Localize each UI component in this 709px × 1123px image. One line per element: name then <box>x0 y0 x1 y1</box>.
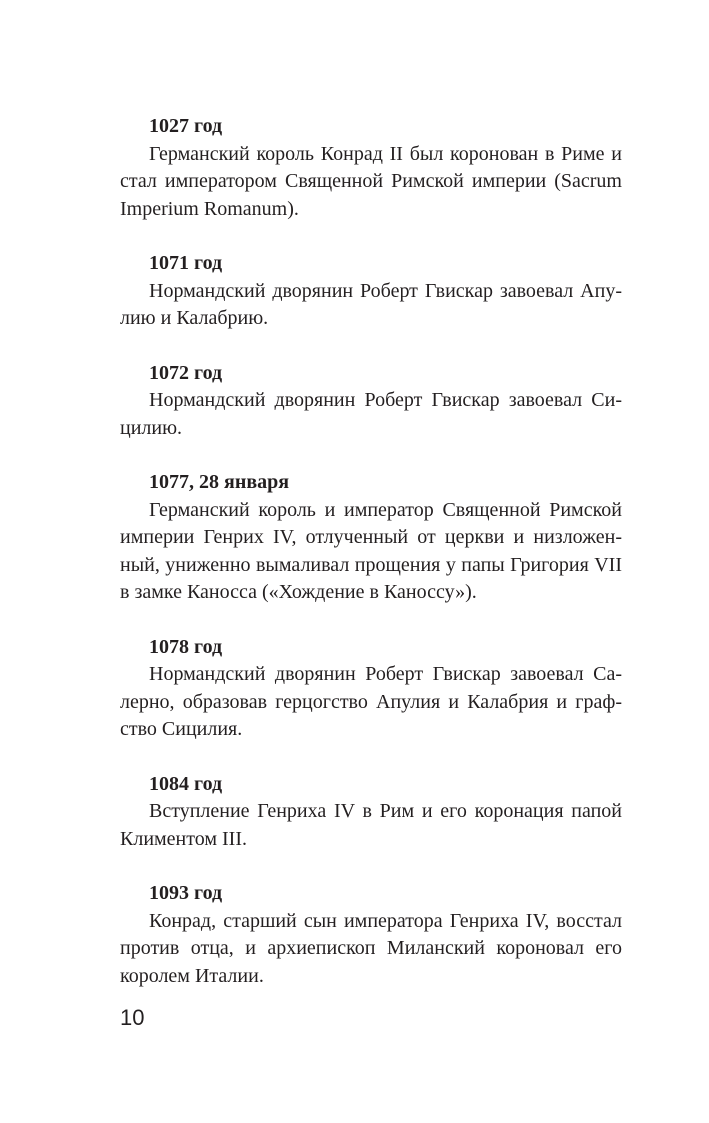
entry-date: 1084 год <box>149 772 223 795</box>
entry-text: Вступление Генриха IV в Рим и его коронация папой Климентом III. <box>120 800 622 850</box>
chronology-entry <box>120 771 622 854</box>
entry-date: 1078 год <box>149 635 223 658</box>
chronology-entry <box>120 250 622 333</box>
page-content <box>120 113 622 1017</box>
entry-text: Германский король и император Священной Римской империи Генрих IV, отлученный от церкви и низложенный, униженно вымаливал прощения у папы Григория VII в замке Каносса («Хождение в Каноссу»). <box>120 498 622 603</box>
entry-text: Нормандский дворянин Роберт Гвискар завоевал Апулию и Калабрию. <box>120 279 622 329</box>
entry-date: 1027 год <box>149 115 223 137</box>
chronology-entry <box>120 113 622 223</box>
chronology-entry <box>120 469 622 607</box>
entry-date: 1077, 28 января <box>149 471 290 493</box>
chronology-entry <box>120 634 622 744</box>
entry-date: 1072 год <box>149 361 223 384</box>
entry-date: 1071 год <box>149 252 223 274</box>
entry-text: Германский король Конрад II был коронован в Риме и стал императором Священной Римской империи (Sacrum Imperium Romanum). <box>120 142 622 220</box>
entry-text: Нормандский дворянин Роберт Гвискар завоевал Сицилию. <box>120 389 622 439</box>
entry-text: Конрад, старший сын императора Генриха IV, восстал против отца, и архиепископ Миланский короновал его королем Италии. <box>120 909 622 987</box>
chronology-entry <box>120 360 622 443</box>
entry-date: 1093 год <box>149 882 223 904</box>
chronology-entry <box>120 880 622 990</box>
entry-text: Нормандский дворянин Роберт Гвискар завоевал Салерно, образовав герцогство Апулия и Калабрия и графство Сицилия. <box>120 663 622 740</box>
page-number: 10 <box>120 1005 145 1030</box>
